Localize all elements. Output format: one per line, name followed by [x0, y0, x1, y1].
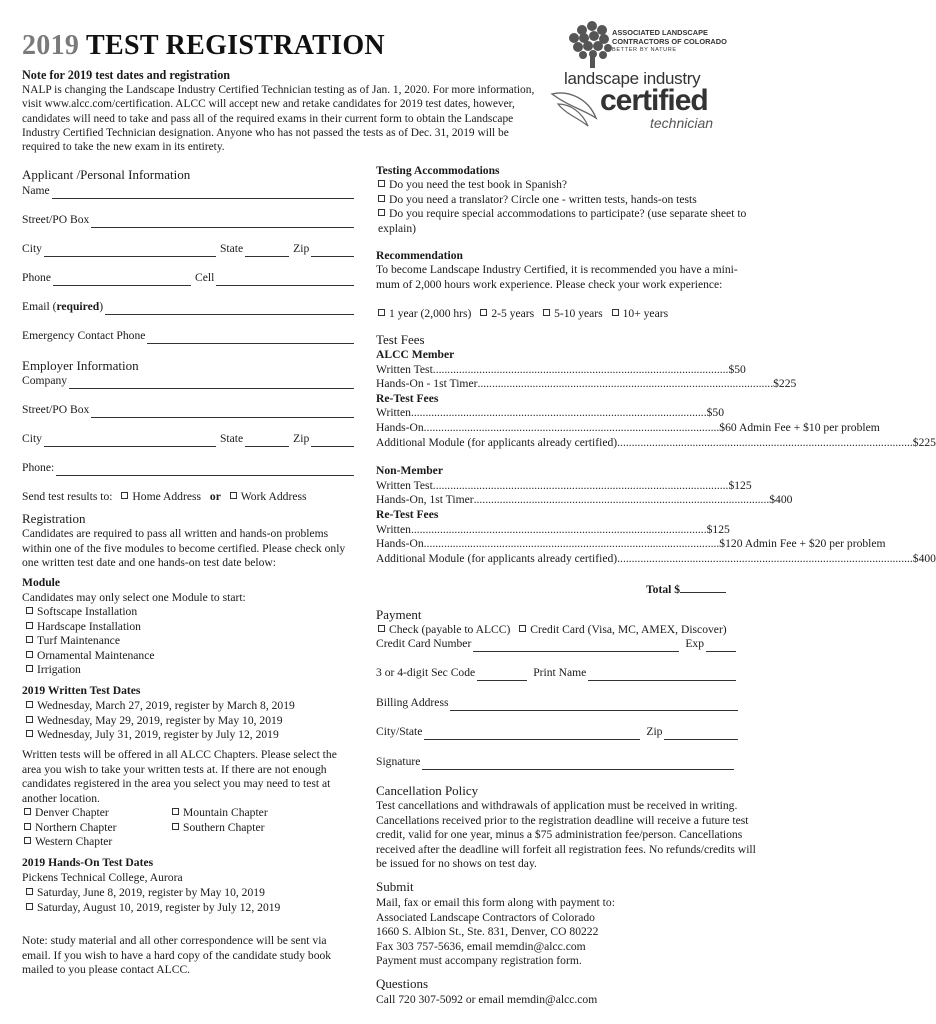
accommodation-special[interactable] — [378, 207, 758, 236]
page-title — [22, 30, 385, 62]
submit-line: Mail, fax or email this form along with payment to: — [376, 896, 615, 909]
chapter-northern[interactable] — [24, 821, 172, 836]
chapter-checkbox[interactable] — [172, 808, 179, 815]
experience-1yr[interactable] — [378, 307, 471, 320]
accommodation-label: Do you require special accommodations to participate? (use separate sheet to explain) — [378, 207, 747, 235]
written-date-checkbox[interactable] — [26, 730, 33, 737]
fee-dots: ...................................................................................................... — [617, 551, 913, 565]
module-checkbox[interactable] — [26, 607, 33, 614]
fee-label: Hands-On - 1st Timer — [376, 377, 478, 391]
city-state-pay-row — [376, 725, 738, 740]
accommodations-list — [378, 178, 758, 236]
submit-lines — [376, 896, 615, 969]
experience-label: 2-5 years — [491, 307, 535, 320]
fee-amount: $50 — [728, 362, 746, 376]
module-checkbox[interactable] — [26, 622, 33, 629]
fee-label: Written — [376, 522, 411, 536]
experience-5-10[interactable] — [543, 307, 603, 320]
employer-city-input[interactable] — [44, 436, 216, 447]
check-option[interactable] — [378, 623, 510, 636]
send-results-row — [22, 490, 307, 505]
employer-phone-label: Phone: — [22, 461, 55, 474]
registration-heading: Registration — [22, 511, 86, 526]
logo-org-line2: CONTRACTORS OF COLORADO — [612, 36, 727, 46]
fee-row — [376, 435, 936, 451]
nonmember-heading: Non-Member — [376, 464, 443, 478]
module-text: Candidates may only select one Module to start: — [22, 591, 246, 604]
accommodation-translator[interactable] — [378, 193, 758, 208]
fee-dots: ...................................................................................................... — [410, 522, 707, 536]
fee-dots: ...................................................................................................... — [473, 493, 770, 507]
sec-code-row — [376, 666, 736, 681]
fee-dots: ...................................................................................................... — [423, 537, 720, 551]
applicant-heading: Applicant /Personal Information — [22, 167, 191, 182]
employer-street-field[interactable] — [22, 403, 354, 418]
street-field[interactable] — [22, 213, 354, 228]
fee-dots: ...................................................................................................... — [423, 420, 720, 434]
company-label: Company — [22, 374, 68, 387]
pay-city-state-label: City/State — [376, 725, 423, 738]
fee-row — [376, 377, 797, 392]
chapter-western[interactable] — [24, 835, 354, 850]
fee-label: Additional Module (for applicants already certified) — [376, 435, 618, 449]
fees-heading: Test Fees — [376, 332, 425, 347]
module-turf[interactable] — [26, 634, 155, 649]
card-number-row — [376, 637, 736, 652]
zip-label: Zip — [293, 242, 310, 255]
handson-date-option[interactable] — [26, 901, 280, 916]
name-input[interactable] — [52, 188, 354, 199]
employer-phone-input[interactable] — [56, 465, 354, 476]
fee-row — [376, 551, 936, 567]
print-name-input[interactable] — [588, 670, 736, 681]
fee-amount: $125 — [706, 522, 730, 536]
pay-zip-label: Zip — [646, 725, 663, 738]
experience-label: 10+ years — [622, 307, 669, 320]
billing-row[interactable] — [376, 696, 738, 711]
submit-line: 1660 S. Albion St., Ste. 831, Denver, CO 80222 — [376, 925, 599, 939]
email-field[interactable] — [22, 300, 354, 315]
fee-amount: $225 — [773, 377, 797, 391]
name-label: Name — [22, 184, 50, 197]
experience-checkbox[interactable] — [378, 309, 385, 316]
chapter-checkbox[interactable] — [24, 837, 31, 844]
alcc-certified-logo — [548, 16, 758, 136]
chapter-checkbox[interactable] — [172, 823, 179, 830]
fee-row — [376, 523, 728, 538]
check-checkbox[interactable] — [378, 625, 385, 632]
logo-line3: technician — [650, 115, 714, 131]
exp-input[interactable] — [706, 641, 736, 652]
handson-dates-heading: 2019 Hands-On Test Dates — [22, 856, 154, 869]
fee-dots: ...................................................................................................... — [410, 406, 707, 420]
submit-line: Fax 303 757-5636, email memdin@alcc.com — [376, 939, 586, 953]
written-date-option[interactable] — [26, 699, 295, 714]
employer-city-label: City — [22, 432, 42, 445]
employer-street-label: Street/PO Box — [22, 403, 90, 416]
experience-checkbox[interactable] — [543, 309, 550, 316]
questions-heading: Questions — [376, 976, 428, 991]
recommendation-heading: Recommendation — [376, 249, 463, 262]
fee-amount: $400 — [769, 493, 793, 507]
experience-checkbox[interactable] — [612, 309, 619, 316]
fee-amount: $125 — [728, 478, 752, 492]
home-address-checkbox[interactable] — [121, 492, 128, 499]
send-results-label: Send test results to: — [22, 490, 113, 503]
street-label: Street/PO Box — [22, 213, 90, 226]
nonmember-retest-heading: Re-Test Fees — [376, 507, 439, 521]
cell-label: Cell — [194, 271, 215, 284]
member-heading: ALCC Member — [376, 348, 455, 361]
cell-input[interactable] — [216, 275, 354, 286]
employer-heading: Employer Information — [22, 358, 139, 373]
zip-input[interactable] — [311, 246, 354, 257]
module-checkbox[interactable] — [26, 636, 33, 643]
module-label: Hardscape Installation — [37, 619, 141, 633]
phone-cell-row — [22, 271, 354, 286]
work-address-checkbox[interactable] — [230, 492, 237, 499]
fee-row — [376, 493, 793, 508]
written-dates-heading: 2019 Written Test Dates — [22, 684, 141, 697]
chapter-mountain[interactable] — [172, 806, 268, 821]
signature-input[interactable] — [422, 759, 734, 770]
module-hardscape[interactable] — [26, 620, 155, 635]
chapters-text: Written tests will be offered in all ALCC Chapters. Please select the area you wish to take your written tests at. If there are not enough candidates registered in the area you select you may need to test at another location. — [22, 748, 337, 805]
card-checkbox[interactable] — [519, 625, 526, 632]
accommodation-label: Do you need the test book in Spanish? — [389, 178, 568, 191]
or-label: or — [209, 490, 221, 503]
fee-row — [376, 406, 728, 421]
company-field[interactable] — [22, 374, 354, 389]
fee-row — [376, 537, 886, 552]
module-checkbox[interactable] — [26, 651, 33, 658]
city-state-zip-row — [22, 242, 354, 257]
emergency-field[interactable] — [22, 329, 354, 344]
fee-dots: ...................................................................................................... — [477, 377, 774, 391]
accommodations-heading: Testing Accommodations — [376, 164, 500, 177]
handson-date-label: Saturday, August 10, 2019, register by July 12, 2019 — [37, 900, 281, 914]
state-label: State — [219, 242, 244, 255]
email-required: required — [56, 300, 100, 313]
handson-date-option[interactable] — [26, 886, 280, 901]
logo-tagline: BETTER BY NATURE — [612, 47, 677, 53]
print-name-label: Print Name — [533, 666, 587, 679]
fee-label: Hands-On, 1st Timer — [376, 493, 474, 507]
fee-label: Written — [376, 406, 411, 420]
fee-label: Additional Module (for applicants already certified) — [376, 551, 618, 565]
fee-amount: $60 Admin Fee + $10 per problem — [719, 420, 880, 434]
fee-amount: $400 — [912, 551, 936, 565]
chapter-checkbox[interactable] — [24, 823, 31, 830]
chapter-southern[interactable] — [172, 821, 264, 836]
phone-label: Phone — [22, 271, 51, 284]
fee-dots: ...................................................................................................... — [617, 435, 913, 449]
written-date-label: Wednesday, March 27, 2019, register by March 8, 2019 — [37, 699, 295, 712]
phone-input[interactable] — [53, 275, 191, 286]
billing-input[interactable] — [450, 700, 738, 711]
email-label-close: ) — [99, 300, 104, 313]
submit-heading: Submit — [376, 879, 414, 894]
fee-dots: ...................................................................................................... — [432, 362, 729, 376]
module-label: Ornamental Maintenance — [37, 648, 155, 662]
logo-line2: certified — [600, 84, 708, 117]
check-label: Check (payable to ALCC) — [389, 623, 511, 636]
payment-method-row — [378, 623, 727, 638]
fee-label: Written Test — [376, 362, 433, 376]
card-option[interactable] — [519, 623, 726, 636]
emergency-input[interactable] — [147, 333, 354, 344]
fee-row — [376, 420, 880, 436]
city-label: City — [22, 242, 42, 255]
module-heading: Module — [22, 576, 61, 589]
fee-label: Hands-On — [376, 537, 424, 551]
questions-text: Call 720 307-5092 or email memdin@alcc.com — [376, 993, 598, 1006]
pay-zip-input[interactable] — [664, 729, 738, 740]
handson-location: Pickens Technical College, Aurora — [22, 871, 183, 884]
experience-label: 1 year (2,000 hrs) — [389, 307, 472, 320]
experience-checkbox[interactable] — [480, 309, 487, 316]
employer-city-row — [22, 432, 354, 447]
fees-table — [376, 348, 936, 566]
experience-label: 5-10 years — [554, 307, 603, 320]
handson-date-label: Saturday, June 8, 2019, register by May 10, 2019 — [37, 886, 265, 899]
payment-heading: Payment — [376, 607, 422, 622]
leaf-swoosh-icon — [548, 88, 604, 134]
billing-label: Billing Address — [376, 696, 449, 709]
study-note: Note: study material and all other correspondence will be sent via email. If you wish to have a hard copy of the candidate study book mailed to you please contact ALCC. — [22, 934, 332, 977]
card-number-label: Credit Card Number — [376, 637, 472, 650]
module-checkbox[interactable] — [26, 665, 33, 672]
member-retest-heading: Re-Test Fees — [376, 391, 439, 405]
chapter-label: Denver Chapter — [35, 806, 109, 819]
fee-amount: $225 — [912, 435, 936, 449]
total-input[interactable] — [680, 582, 726, 593]
company-input[interactable] — [69, 378, 354, 389]
handson-date-checkbox[interactable] — [26, 888, 33, 895]
module-label: Irrigation — [37, 663, 81, 677]
written-dates-list — [26, 699, 295, 743]
email-input[interactable] — [105, 304, 354, 315]
handson-date-checkbox[interactable] — [26, 903, 33, 910]
submit-line: Associated Landscape Contractors of Colorado — [376, 910, 595, 924]
module-ornamental[interactable] — [26, 649, 155, 664]
logo-line1: landscape industry — [564, 69, 701, 88]
chapter-label: Southern Chapter — [183, 820, 265, 834]
employer-state-input[interactable] — [245, 436, 289, 447]
submit-line: Payment must accompany registration form. — [376, 954, 582, 968]
city-input[interactable] — [44, 246, 216, 257]
note-text: NALP is changing the Landscape Industry Certified Technician testing as of Jan. 1, 2020. For more information, visit www.alcc.com/certification. ALCC will accept new and retake candidates for 2019 test dates, however, candidates will need to take and pass all of the required exams in their current form to obtain the Landscape Industry Certified Technician designation. Anyone who has not passed the tests as of Dec. 31, 2019 will be required to take the new exam in its entirety. — [22, 84, 535, 154]
written-date-label: Wednesday, July 31, 2019, register by July 12, 2019 — [37, 728, 279, 742]
module-label: Turf Maintenance — [37, 634, 120, 648]
chapter-label: Western Chapter — [35, 835, 113, 849]
cancellation-heading: Cancellation Policy — [376, 783, 479, 798]
module-softscape[interactable] — [26, 605, 155, 620]
employer-zip-input[interactable] — [311, 436, 354, 447]
sec-code-label: 3 or 4-digit Sec Code — [376, 666, 476, 679]
note-heading: Note for 2019 test dates and registration — [22, 68, 231, 82]
logo-org-line1: ASSOCIATED LANDSCAPE — [612, 28, 708, 37]
chapter-checkbox[interactable] — [24, 808, 31, 815]
state-input[interactable] — [245, 246, 289, 257]
experience-options — [378, 307, 668, 322]
written-date-option[interactable] — [26, 728, 295, 743]
chapters-list — [24, 806, 354, 850]
chapter-denver[interactable] — [24, 806, 172, 821]
card-number-input[interactable] — [473, 641, 679, 652]
email-label: Email ( — [22, 300, 57, 313]
name-field[interactable] — [22, 184, 354, 199]
signature-row[interactable] — [376, 755, 734, 770]
module-label: Softscape Installation — [37, 605, 138, 618]
total-label: Total $ — [646, 583, 681, 596]
exp-label: Exp — [685, 637, 704, 650]
written-date-option[interactable] — [26, 714, 295, 729]
accommodation-checkbox[interactable] — [378, 209, 385, 216]
employer-phone-field[interactable] — [22, 461, 354, 476]
fee-dots: ...................................................................................................... — [432, 478, 729, 492]
title-text: TEST REGISTRATION — [86, 30, 385, 61]
fee-amount: $50 — [706, 406, 724, 420]
fee-row — [376, 478, 752, 494]
total-row — [646, 582, 726, 598]
street-input[interactable] — [91, 217, 354, 228]
accommodation-spanish[interactable] — [378, 178, 758, 193]
employer-zip-label: Zip — [293, 432, 310, 445]
fee-label: Written Test — [376, 478, 433, 492]
written-date-checkbox[interactable] — [26, 716, 33, 723]
title-year: 2019 — [22, 30, 80, 61]
cancellation-text: Test cancellations and withdrawals of application must be received in writing. Cancellations received prior to the registration deadline will receive a future test credit, valid for one year, minus a $75 administration fee/person. Cancellations received after the deadline will forfeit all registration fees. No refunds/credits will be issued for no shows on test day. — [376, 799, 756, 871]
home-address-label: Home Address — [132, 490, 201, 503]
emergency-label: Emergency Contact Phone — [22, 329, 146, 342]
sec-code-input[interactable] — [477, 670, 527, 681]
accommodation-label: Do you need a translator? Circle one - written tests, hands-on tests — [389, 192, 697, 206]
fee-row — [376, 362, 746, 378]
experience-2-5[interactable] — [480, 307, 534, 320]
chapter-label: Northern Chapter — [35, 820, 117, 834]
chapter-label: Mountain Chapter — [183, 806, 268, 819]
work-address-label: Work Address — [240, 490, 307, 503]
experience-10plus[interactable] — [612, 307, 669, 320]
signature-label: Signature — [376, 755, 421, 768]
written-date-checkbox[interactable] — [26, 701, 33, 708]
pay-city-state-input[interactable] — [424, 729, 640, 740]
accommodation-checkbox[interactable] — [378, 180, 385, 187]
handson-dates-list — [26, 886, 280, 915]
written-date-label: Wednesday, May 29, 2019, register by May 10, 2019 — [37, 713, 283, 727]
fee-label: Hands-On — [376, 420, 424, 434]
employer-state-label: State — [219, 432, 244, 445]
module-irrigation[interactable] — [26, 663, 155, 678]
recommendation-text: To become Landscape Industry Certified, it is recommended you have a mini-mum of 2,000 hours work experience. Please check your work experience: — [376, 263, 738, 291]
applicant-section — [22, 168, 354, 183]
accommodation-checkbox[interactable] — [378, 195, 385, 202]
module-list — [26, 605, 155, 678]
card-label: Credit Card (Visa, MC, AMEX, Discover) — [530, 623, 727, 636]
fee-amount: $120 Admin Fee + $20 per problem — [719, 537, 886, 551]
registration-text: Candidates are required to pass all written and hands-on problems within one of the five modules to become certified. Please check only one written test date and one hands-on test date below: — [22, 527, 346, 570]
employer-street-input[interactable] — [91, 407, 354, 418]
